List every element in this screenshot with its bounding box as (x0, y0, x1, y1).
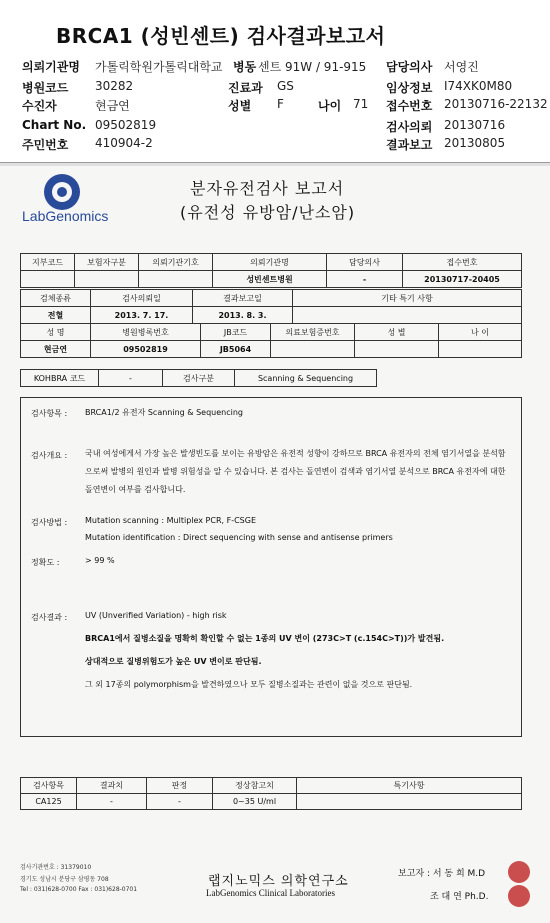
info-table (20, 253, 522, 288)
label-hospital-code: 병원코드 (22, 81, 69, 95)
info-cell: JB5064 (201, 341, 271, 358)
seal-stamp-icon (508, 885, 530, 907)
info-cell: 20130717-20405 (403, 271, 522, 288)
result-header-cell: 특기사항 (297, 778, 522, 794)
info-cell: 보험자구분 (75, 254, 139, 271)
info-row-6 (21, 341, 522, 358)
info-cell: - (327, 271, 403, 288)
signature-reporter: 보고자 : 서 동 희 M.D (398, 869, 486, 879)
value-institution: 가톨릭학원가톨릭대학교 (95, 60, 223, 74)
value-sex: F (277, 97, 284, 111)
info-cell: 접수번호 (403, 254, 522, 271)
result-header-cell: 검사항목 (21, 778, 77, 794)
info-row-1 (21, 254, 522, 271)
footer-line-1: 검사기관번호 : 31379010 (20, 864, 92, 871)
info-row-4 (21, 307, 522, 324)
item-text: BRCA1/2 유전자 Scanning & Sequencing (85, 408, 243, 417)
signature-approver: 조 대 연 Ph.D. (430, 892, 489, 902)
info-cell: 현금연 (21, 341, 91, 358)
result-cell: CA125 (21, 794, 77, 810)
result-row (21, 794, 522, 810)
value-department: GS (277, 79, 294, 93)
result-cell (297, 794, 522, 810)
info-cell: 의료보험증번호 (271, 324, 355, 341)
info-cell: 전혈 (21, 307, 91, 324)
result-header-cell: 결과치 (77, 778, 147, 794)
value-report-date: 20130805 (444, 136, 506, 150)
info-cell: 09502819 (91, 341, 201, 358)
kohbra-table (20, 369, 377, 387)
label-department: 진료과 (228, 81, 263, 95)
kohbra-cell: Scanning & Sequencing (235, 370, 377, 387)
value-request-date: 20130716 (444, 118, 506, 132)
header-row-2 (0, 79, 550, 99)
value-resident-no: 410904-2 (95, 136, 153, 150)
info-cell: 결과보고일 (193, 290, 293, 307)
label-sex: 성별 (228, 99, 252, 113)
label-doctor: 담당의사 (386, 60, 433, 74)
kohbra-cell: 검사구분 (163, 370, 235, 387)
label-patient: 수진자 (22, 99, 57, 113)
result-line-3: 상대적으로 질병위험도가 높은 UV 변이로 판단됨. (85, 657, 262, 666)
info-cell: JB코드 (201, 324, 271, 341)
footer-line-3: Tel : 031)628-0700 Fax : 031)628-0701 (20, 886, 138, 893)
result-cell: - (77, 794, 147, 810)
label-receipt-no: 접수번호 (386, 99, 433, 113)
header-row-1 (0, 58, 550, 78)
kohbra-cell: KOHBRA 코드 (21, 370, 99, 387)
lab-name-english: LabGenomics Clinical Laboratories (206, 888, 335, 898)
summary-label: 검사개요 : (31, 451, 68, 460)
result-cell: 0~35 U/ml (213, 794, 297, 810)
result-line-1: UV (Unverified Variation) - high risk (85, 611, 227, 620)
label-clinical-info: 임상정보 (386, 81, 433, 95)
info-cell (139, 271, 213, 288)
lab-name-korean: 랩지노믹스 의학연구소 (208, 874, 349, 889)
info-cell: 2013. 7. 17. (91, 307, 193, 324)
info-cell (21, 271, 75, 288)
info-cell: 의뢰기관기호 (139, 254, 213, 271)
info-cell: 2013. 8. 3. (193, 307, 293, 324)
info-table-2 (20, 289, 522, 324)
header-row-5 (0, 136, 550, 156)
info-cell (75, 271, 139, 288)
footer-line-2: 경기도 성남시 분당구 삼평동 708 (20, 876, 109, 883)
result-line-2: BRCA1에서 질병소질을 명확히 확인할 수 없는 1종의 UV 변이 (273C>T (c.154C>T))가 발견됨. (85, 634, 445, 643)
header-row-4 (0, 118, 550, 138)
label-chart-no: Chart No. (22, 118, 87, 132)
method-line-1: Mutation scanning : Multiplex PCR, F-CSGE (85, 516, 257, 525)
result-header-cell: 정상참고치 (213, 778, 297, 794)
info-cell: 의뢰기관명 (213, 254, 327, 271)
report-title: 분자유전검사 보고서 (190, 179, 345, 198)
header-row-3 (0, 97, 550, 117)
info-cell: 기타 특기 사항 (293, 290, 522, 307)
method-label: 검사방법 : (31, 518, 68, 527)
info-cell: 성 별 (355, 324, 439, 341)
info-cell: 나 이 (439, 324, 522, 341)
info-row-3 (21, 290, 522, 307)
value-hospital-code: 30282 (95, 79, 134, 93)
report-subtitle: (유전성 유방암/난소암) (180, 203, 356, 222)
label-report-date: 결과보고 (386, 138, 433, 152)
info-cell (271, 341, 355, 358)
accuracy-label: 정확도 : (31, 558, 60, 567)
result-header-row (21, 778, 522, 794)
accuracy-text: > 99 % (85, 556, 115, 565)
kohbra-cell: - (99, 370, 163, 387)
info-cell (293, 307, 522, 324)
report-body (20, 397, 522, 737)
result-header-cell: 판정 (147, 778, 213, 794)
value-clinical-info: I74XK0M80 (444, 79, 513, 93)
info-cell: 성빈센트병원 (213, 271, 327, 288)
info-table-3 (20, 323, 522, 358)
info-row-2 (21, 271, 522, 288)
value-doctor: 서영진 (444, 60, 479, 74)
method-line-2: Mutation identification : Direct sequencing with sense and antisense primers (85, 533, 393, 542)
result-line-4: 그 외 17종의 polymorphism을 발견하였으나 모두 질병소질과는 관련이 없을 것으로 판단됨. (85, 680, 413, 689)
value-patient: 현금연 (95, 99, 130, 113)
label-ward: 병동 (233, 60, 257, 74)
page-title: BRCA1 (성빈센트) 검사결과보고서 (56, 24, 386, 48)
result-cell: - (147, 794, 213, 810)
label-age: 나이 (318, 99, 342, 113)
info-cell: 담당의사 (327, 254, 403, 271)
label-request-date: 검사의뢰 (386, 120, 433, 134)
info-cell: 병원병록번호 (91, 324, 201, 341)
label-institution: 의뢰기관명 (22, 60, 80, 74)
info-cell: 지부코드 (21, 254, 75, 271)
logo-text: LabGenomics (22, 208, 109, 224)
info-cell (439, 341, 522, 358)
label-resident-no: 주민번호 (22, 138, 69, 152)
result-table (20, 777, 522, 810)
value-receipt-no: 20130716-22132 (444, 97, 548, 111)
value-chart-no: 09502819 (95, 118, 157, 132)
kohbra-row (21, 370, 377, 387)
info-cell: 성 명 (21, 324, 91, 341)
result-label: 검사결과 : (31, 613, 68, 622)
value-age: 71 (353, 97, 369, 111)
info-cell (355, 341, 439, 358)
info-cell: 검사의뢰일 (91, 290, 193, 307)
item-label: 검사항목 : (31, 409, 68, 418)
value-ward: 센트 91W / 91-915 (258, 60, 367, 74)
summary-text: 국내 여성에게서 가장 높은 발생빈도를 보이는 유방암은 유전적 성향이 강하므로 BRCA 유전자의 전체 염기서열을 분석함으로써 발병의 원인과 발병 위험성을 알 수 있습니다. 본 검사는 돌연변이 검색과 염기서열 분석으로 BRCA 유전자에 대한 돌연변이 여부를 검사합니다. (85, 449, 506, 494)
info-cell: 검체종류 (21, 290, 91, 307)
seal-stamp-icon (508, 861, 530, 883)
info-row-5 (21, 324, 522, 341)
